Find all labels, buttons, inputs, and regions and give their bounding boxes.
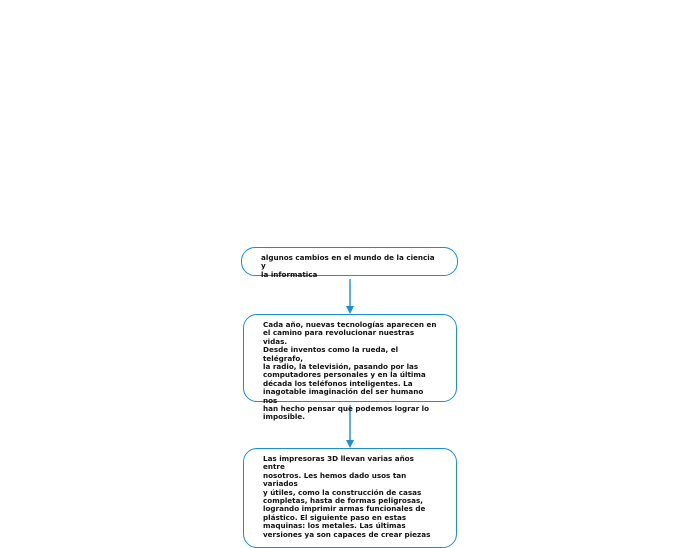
topic-node-impresoras-3d[interactable]: Las impresoras 3D llevan varias años entre nosotros. Les hemos dado usos tan variados y útiles, como la construcción de casas completas, hasta de formas peligrosas, logrando imprimir armas funcionales de plástico. El siguiente paso en estas maquinas: los metales. Las últimas versiones ya son capaces de crear piezas [243, 448, 457, 548]
topic-node-cambios[interactable]: algunos cambios en el mundo de la ciencia y la informatica [241, 247, 458, 276]
topic-node-tecnologias[interactable]: Cada año, nuevas tecnologías aparecen en el camino para revolucionar nuestras vidas. Desde inventos como la rueda, el telégrafo, la radio, la televisión, pasando por las computadores personales y en la última década los teléfonos inteligentes. La inagotable imaginación del ser humano nos han hecho pensar que podemos lograr lo imposible. [243, 314, 457, 402]
